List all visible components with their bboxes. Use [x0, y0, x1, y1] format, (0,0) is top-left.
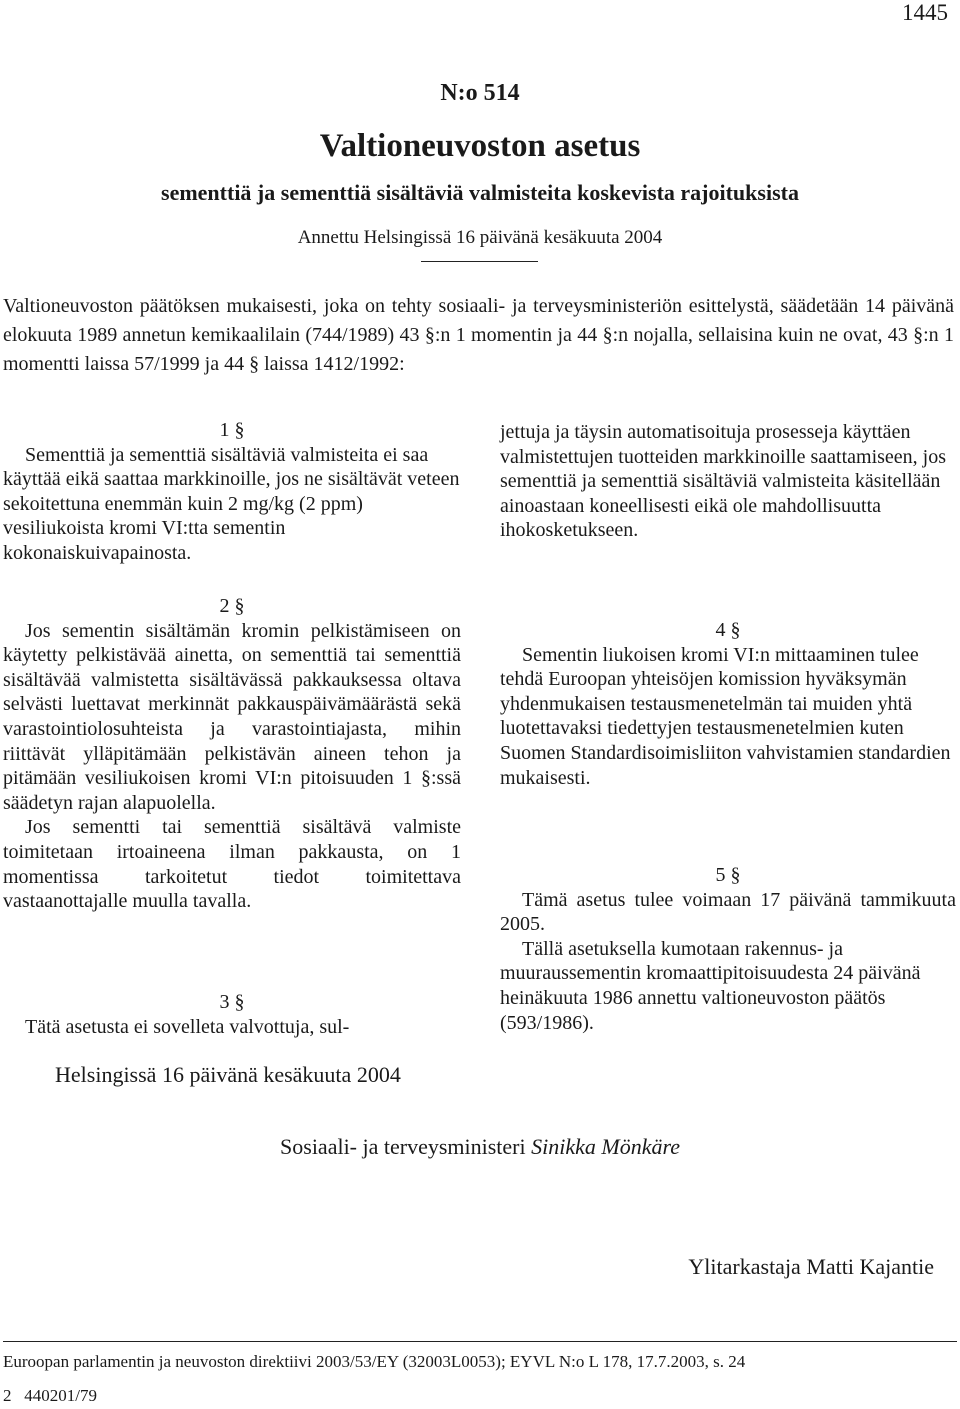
section-heading: 4 §	[715, 619, 741, 641]
footnote: Euroopan parlamentin ja neuvoston direktiivi 2003/53/EY (32003L0053); EYVL N:o L 178, 17.7.2003, s. 24	[3, 1352, 746, 1371]
signature-inspector: Ylitarkastaja Matti Kajantie	[688, 1254, 934, 1279]
section-paragraph: Sementin liukoisen kromi VI:n mittaaminen tulee tehdä Euroopan yhteisöjen komission hyväksymän yhdenmukaisen testausmenetelmän tai muiden yhtä luotettavaksi tiedettyjen testausmenetelmien kuten Suomen Standardisoimisliiton vahvistamien standardien mukaisesti.	[500, 643, 951, 789]
statute-number: N:o 514	[440, 80, 520, 106]
footer-divider	[3, 1341, 957, 1342]
page-number: 1445	[902, 0, 948, 25]
section-heading: 2 §	[219, 595, 245, 617]
section-heading: 3 §	[219, 991, 245, 1013]
minister-title: Sosiaali- ja terveysministeri	[280, 1134, 526, 1159]
section-5	[500, 863, 956, 1035]
print-code: 2 440201/79	[3, 1386, 97, 1405]
given-date: Annettu Helsingissä 16 päivänä kesäkuuta 2004	[297, 227, 663, 248]
section-paragraph: Jos sementin sisältämän kromin pelkistämiseen on käytetty pelkistävää ainetta, on sementtiä tai sementtiä sisältävää valmistetta sisältävässä pakkauksessa oltava selvästi luettavat merkinnät pakkauspäivämäärästä sekä varastointiolosuhteista ja varastointiajasta, mihin riittävät ylläpitämään pelkistävän aineen tehon ja pitämään vesiliukoisen kromi VI:n pitoisuuden 1 §:ssä säädetyn rajan alapuolella.	[3, 619, 461, 814]
signature-minister	[0, 1134, 960, 1160]
section-paragraph: Tällä asetuksella kumotaan rakennus- ja muuraussementin kromaattipitoisuudesta 24 päivänä heinäkuuta 1986 annettu valtioneuvoston päätös (593/1986).	[500, 937, 921, 1034]
section-3	[3, 990, 461, 1039]
section-paragraph: Tämä asetus tulee voimaan 17 päivänä tammikuuta 2005.	[500, 888, 956, 936]
section-heading: 5 §	[715, 864, 741, 886]
section-4	[500, 618, 956, 790]
section-1	[3, 418, 461, 566]
section-paragraph-start: Tätä asetusta ei sovelleta valvottuja, sul-	[25, 1015, 350, 1038]
signature-place-date: Helsingissä 16 päivänä kesäkuuta 2004	[55, 1062, 401, 1087]
section-3-continued	[500, 420, 956, 543]
title-divider	[421, 261, 538, 262]
document-subtitle: sementtiä ja sementtiä sisältäviä valmisteita koskevista rajoituksista	[161, 180, 799, 205]
section-paragraph-continued: jettuja ja täysin automatisoituja prosesseja käyttäen valmistettujen tuotteiden markkinoille saattamiseen, jos sementtiä ja sementtiä sisältäviä valmisteita käsitellään ainoastaan koneellisesti eikä ole mahdollisuutta ihokosketukseen.	[500, 421, 947, 542]
section-paragraph: Sementtiä ja sementtiä sisältäviä valmisteita ei saa käyttää eikä saattaa markkinoille, jos ne sisältävät veteen sekoitettuna enemmän kuin 2 mg/kg (2 ppm) vesiliukoista kromi VI:tta sementin kokonaiskuivapainosta.	[3, 443, 460, 564]
section-heading: 1 §	[219, 419, 245, 441]
section-paragraph: Jos sementti tai sementtiä sisältävä valmiste toimitetaan irtoaineena ilman pakkausta, on 1 momentissa tarkoitetut tiedot toimitettava vastaanottajalle muulla tavalla.	[3, 816, 461, 913]
document-title: Valtioneuvoston asetus	[319, 128, 641, 164]
section-2	[3, 594, 461, 914]
minister-name: Sinikka Mönkäre	[531, 1134, 680, 1159]
preamble: Valtioneuvoston päätöksen mukaisesti, joka on tehty sosiaali- ja terveysministeriön esittelystä, säädetään 14 päivänä elokuuta 1989 annetun kemikaalilain (744/1989) 43 §:n 1 momentin ja 44 §:n nojalla, sellaisina kuin ne ovat, 43 §:n 1 momentti laissa 57/1999 ja 44 § laissa 1412/1992:	[3, 295, 954, 375]
